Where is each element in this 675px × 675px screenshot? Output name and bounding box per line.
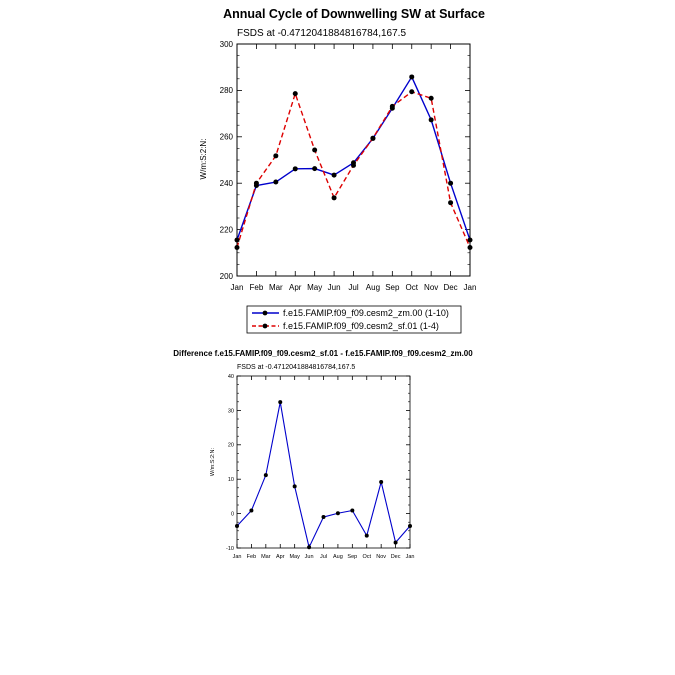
legend-marker-zm bbox=[263, 311, 268, 316]
chart-subtitle: FSDS at -0.4712041884816784,167.5 bbox=[237, 28, 407, 39]
data-point-0 bbox=[235, 524, 239, 528]
y-tick-label: 30 bbox=[227, 408, 234, 415]
x-tick-label: Sep bbox=[347, 554, 358, 560]
data-point-0 bbox=[249, 509, 253, 513]
data-point-0 bbox=[365, 534, 369, 538]
x-tick-label: May bbox=[307, 283, 323, 292]
y-axis-label: W/m:S:2:N: bbox=[199, 138, 208, 180]
x-tick-label: Jan bbox=[232, 554, 242, 560]
x-tick-label: Jan bbox=[230, 283, 244, 292]
data-point-0 bbox=[336, 511, 340, 515]
y-tick-label: 10 bbox=[227, 477, 234, 484]
data-point-0 bbox=[273, 180, 278, 185]
data-point-1 bbox=[273, 153, 278, 158]
y-tick-label: 220 bbox=[219, 225, 233, 235]
data-point-0 bbox=[278, 400, 282, 404]
legend bbox=[247, 306, 461, 333]
x-tick-label: Jul bbox=[319, 554, 328, 560]
data-point-1 bbox=[448, 200, 453, 205]
data-point-1 bbox=[429, 96, 434, 101]
y-tick-label: 40 bbox=[227, 373, 234, 380]
data-point-0 bbox=[409, 74, 414, 79]
x-tick-label: Jan bbox=[405, 554, 415, 560]
x-tick-label: Dec bbox=[443, 283, 458, 292]
legend-label-sf: f.e15.FAMIP.f09_f09.cesm2_sf.01 (1-4) bbox=[283, 321, 439, 331]
data-point-1 bbox=[235, 245, 240, 250]
chart-subtitle: FSDS at -0.4712041884816784,167.5 bbox=[237, 364, 356, 371]
data-point-1 bbox=[370, 136, 375, 141]
x-tick-label: Apr bbox=[275, 554, 285, 560]
data-point-1 bbox=[312, 148, 317, 153]
x-tick-label: Mar bbox=[261, 554, 271, 560]
legend-marker-sf bbox=[263, 324, 268, 329]
x-tick-label: Nov bbox=[424, 283, 439, 292]
data-point-1 bbox=[293, 91, 298, 96]
x-tick-label: Oct bbox=[362, 554, 372, 560]
y-tick-label: 260 bbox=[219, 132, 233, 142]
y-tick-label: 280 bbox=[219, 86, 233, 96]
y-tick-label: 0 bbox=[230, 511, 234, 518]
data-point-0 bbox=[408, 524, 412, 528]
y-tick-label: 200 bbox=[219, 271, 233, 281]
data-point-1 bbox=[468, 245, 473, 250]
data-point-0 bbox=[379, 480, 383, 484]
x-tick-label: Sep bbox=[385, 283, 400, 292]
data-point-0 bbox=[322, 515, 326, 519]
data-point-0 bbox=[468, 238, 473, 243]
data-point-0 bbox=[307, 545, 311, 549]
y-tick-label: 20 bbox=[227, 442, 234, 449]
data-point-0 bbox=[429, 117, 434, 122]
data-point-0 bbox=[293, 484, 297, 488]
data-point-1 bbox=[409, 89, 414, 94]
data-point-0 bbox=[332, 173, 337, 178]
y-axis-label: W/m:S:2:N: bbox=[210, 447, 216, 477]
x-tick-label: Apr bbox=[289, 283, 302, 292]
data-point-1 bbox=[390, 104, 395, 109]
data-point-0 bbox=[394, 540, 398, 544]
x-tick-label: May bbox=[289, 554, 300, 560]
chart-title: Annual Cycle of Downwelling SW at Surface bbox=[223, 7, 485, 21]
y-tick-label: 240 bbox=[219, 179, 233, 188]
x-tick-label: Aug bbox=[365, 283, 381, 292]
x-tick-label: Dec bbox=[390, 554, 401, 560]
x-tick-label: Mar bbox=[268, 283, 283, 292]
data-point-0 bbox=[235, 238, 240, 243]
data-point-0 bbox=[293, 166, 298, 171]
data-point-0 bbox=[264, 473, 268, 477]
y-tick-label: -10 bbox=[226, 545, 234, 552]
data-point-0 bbox=[448, 181, 453, 186]
x-tick-label: Jul bbox=[348, 283, 359, 292]
legend-label-zm: f.e15.FAMIP.f09_f09.cesm2_zm.00 (1-10) bbox=[283, 308, 449, 318]
x-tick-label: Jun bbox=[304, 554, 314, 560]
x-tick-label: Jan bbox=[463, 283, 477, 292]
x-tick-label: Jun bbox=[327, 283, 341, 292]
data-point-1 bbox=[351, 163, 356, 168]
data-point-1 bbox=[254, 181, 259, 186]
data-point-0 bbox=[350, 509, 354, 513]
x-tick-label: Nov bbox=[376, 554, 387, 560]
data-point-1 bbox=[332, 195, 337, 200]
x-tick-label: Feb bbox=[249, 283, 264, 292]
x-tick-label: Oct bbox=[405, 283, 418, 292]
x-tick-label: Aug bbox=[333, 554, 343, 560]
x-tick-label: Feb bbox=[246, 554, 257, 560]
data-point-0 bbox=[312, 166, 317, 171]
y-tick-label: 300 bbox=[219, 39, 233, 49]
chart-title: Difference f.e15.FAMIP.f09_f09.cesm2_sf.01 - f.e15.FAMIP.f09_f09.cesm2_zm.00 bbox=[173, 349, 473, 358]
